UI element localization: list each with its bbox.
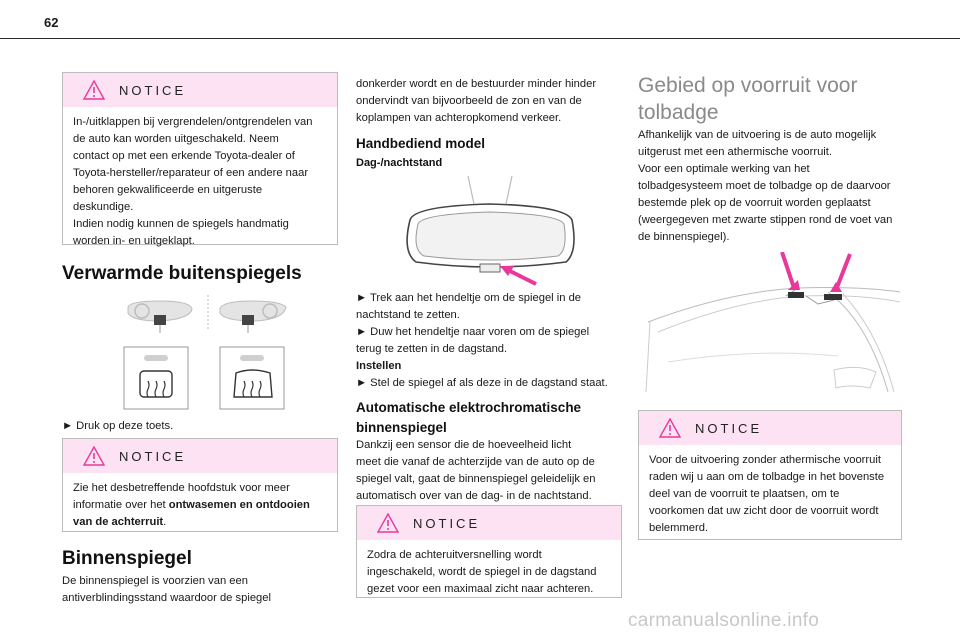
notice-text: informatie over het [73,499,169,511]
text-line: tolbadgesysteem moet de tolbadge op de daarvoor [638,180,891,192]
manual-model-heading: Handbediend model [356,136,486,151]
notice-line: de auto kan worden uitgeschakeld. Neem [73,133,279,145]
toll-badge-heading [638,72,857,126]
text-line: Afhankelijk van de uitvoering is de auto mogelijk [638,129,877,141]
day-night-heading: Dag-/nachtstand [356,157,443,169]
notice-box-reverse-gear [356,505,622,598]
notice-line: Zodra de achteruitversnelling wordt [367,549,542,561]
notice-body [357,540,621,607]
notice-line: Zie het desbetreffende hoofdstuk voor meer [73,482,290,494]
heading-line: Gebied op voorruit voor [638,74,858,97]
warning-icon [377,513,399,533]
notice-title: NOTICE [695,420,763,436]
text-line: uitgerust met een athermische voorruit. [638,146,833,158]
notice-line: deel van de voorruit te plaatsen, om te [649,488,840,500]
notice-body [63,107,337,259]
notice-line: belemmerd. [649,522,709,534]
warning-icon [659,418,681,438]
text-line: meet die vanaf de achterzijde van de auto op de [356,456,595,468]
notice-line: In-/uitklappen bij vergrendelen/ontgrendelen van [73,116,313,128]
manual-steps [356,290,608,392]
notice-body [63,473,337,540]
left-mirror-icon [128,301,192,333]
notice-line: Toyota-hersteller/reparateur of een andere naar [73,167,309,179]
toll-badge-text [638,127,892,246]
press-button-step: ► Druk op deze toets. [62,420,174,432]
text-line: de binnenspiegel). [638,231,730,243]
notice-line: Voor de uitvoering zonder athermische voorruit [649,454,881,466]
step-line: ► Duw het hendeltje naar voren om de spiegel [356,326,590,338]
rear-defrost-button-2 [220,347,284,409]
heated-mirrors-heading: Verwarmde buitenspiegels [62,263,302,284]
step-line: ► Trek aan het hendeltje om de spiegel in de [356,292,582,304]
heading-line: binnenspiegel [356,420,447,435]
notice-text: . [163,516,167,528]
top-rule [0,38,960,39]
settings-label: Instellen [356,360,402,372]
notice-line: ingeschakeld, wordt de spiegel in de dagstand [367,566,597,578]
heading-line: Automatische elektrochromatische [356,400,582,415]
notice-line [73,497,327,514]
notice-line: behoren gekwalificeerde en uitgeruste [73,184,263,196]
page-number: 62 [44,15,59,30]
rear-view-mirror-illustration [396,172,586,290]
notice-link-text: ontwasemen en ontdooien [168,499,310,511]
notice-line: contact op met een erkende Toyota-dealer of [73,150,295,162]
auto-mirror-text [356,437,595,505]
notice-link-text: van de achterruit [73,516,164,528]
notice-line [73,514,327,531]
windshield-illustration [638,252,902,402]
notice-line: deskundige. [73,201,134,213]
notice-header [63,439,337,473]
notice-line: gezet voor een maximaal zicht naar achteren. [367,583,594,595]
warning-icon [83,446,105,466]
text-line: donkerder wordt en de bestuurder minder hinder [356,78,597,90]
watermark: carmanualsonline.info [628,610,820,631]
text-line: spiegel valt, gaat de binnenspiegel geleidelijk en [356,473,596,485]
right-mirror-icon [220,301,286,333]
inner-mirror-intro [62,573,271,607]
text-line: antiverblindingsstand waardoor de spiegel [62,592,271,604]
heading-line: tolbadge [638,101,719,124]
step-line: terug te zetten in de dagstand. [356,343,508,355]
notice-header [357,506,621,540]
step-line: nachtstand te zetten. [356,309,460,321]
notice-title: NOTICE [119,448,187,464]
text-line: koplampen van achteropkomend verkeer. [356,112,562,124]
inner-mirror-continued [356,76,596,127]
inner-mirror-heading: Binnenspiegel [62,548,192,569]
notice-line: Indien nodig kunnen de spiegels handmatig [73,218,289,230]
text-line: (weergegeven met zwarte stippen rond de voet van [638,214,893,226]
rear-defrost-button-1 [124,347,188,409]
notice-line: worden in- en uitgeklapt. [73,235,195,247]
notice-header [639,411,901,445]
notice-box-defrost [62,438,338,532]
notice-title: NOTICE [413,515,481,531]
notice-line: voorkomen dat uw zicht door de voorruit wordt [649,505,879,517]
notice-box-toll-badge [638,410,902,540]
text-line: De binnenspiegel is voorzien van een [62,575,248,587]
auto-mirror-heading [356,398,581,438]
warning-icon [83,80,105,100]
notice-box-folding [62,72,338,245]
text-line: automatisch over van de dag- in de nachtstand. [356,490,592,502]
notice-header [63,73,337,107]
heated-mirrors-illustration [120,295,300,415]
text-line: bestemde plek op de voorruit worden geplaatst [638,197,871,209]
notice-line: raden wij u aan om de tolbadge in het bovenste [649,471,885,483]
notice-body [639,445,901,546]
text-line: Voor een optimale werking van het [638,163,810,175]
notice-title: NOTICE [119,82,187,98]
text-line: ondervindt van bijvoorbeeld de zon en van de [356,95,582,107]
text-line: Dankzij een sensor die de hoeveelheid licht [356,439,572,451]
step-line: ► Stel de spiegel af als deze in de dagstand staat. [356,377,608,389]
